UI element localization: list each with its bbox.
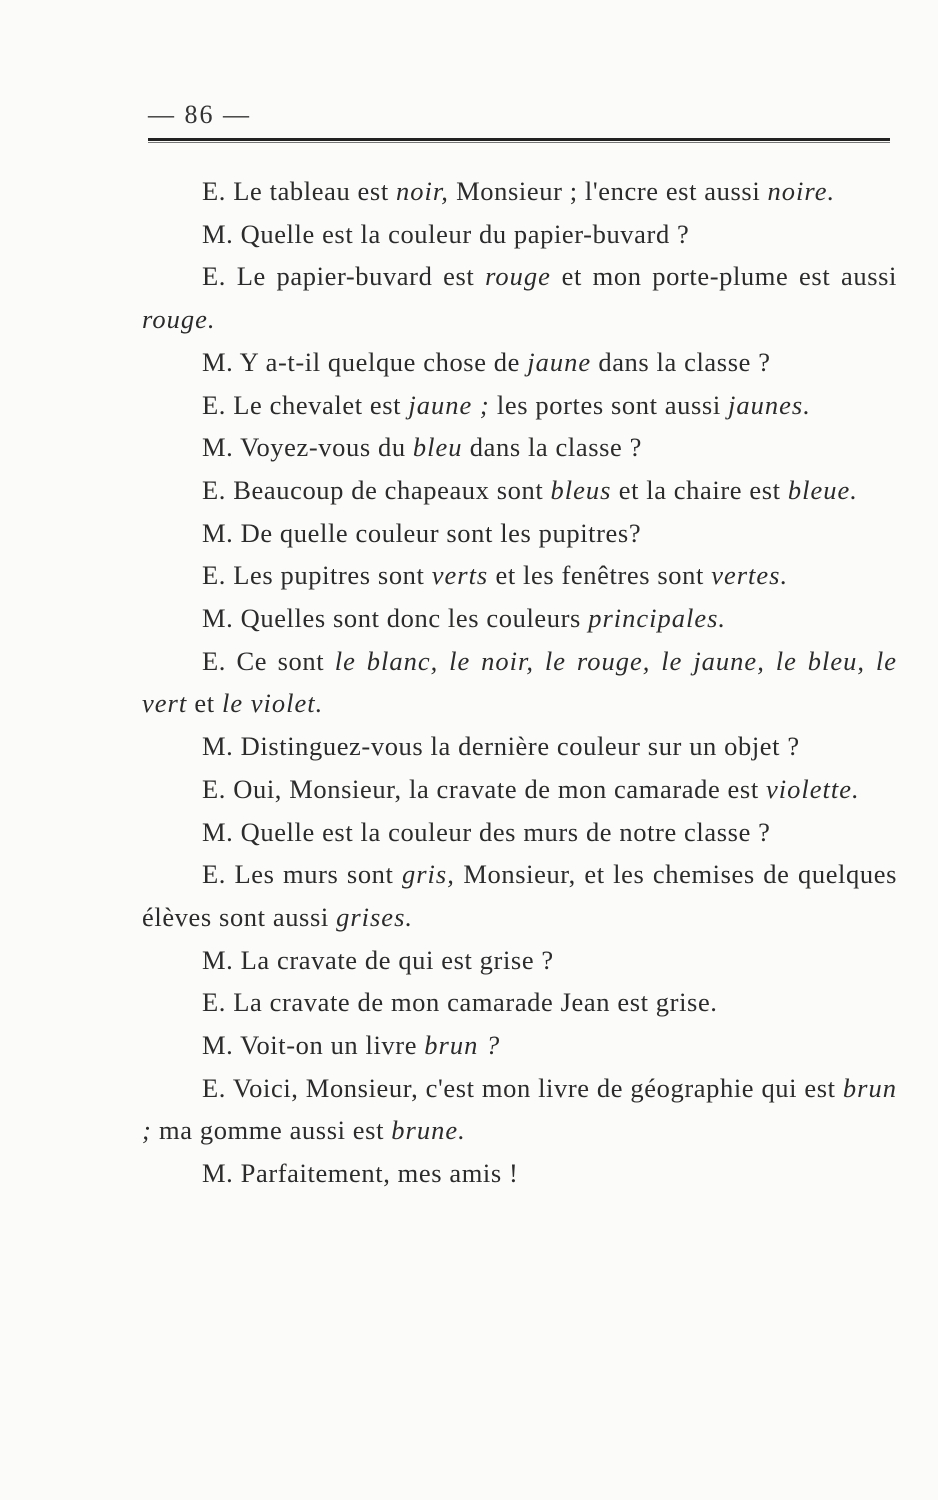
dialogue-line: E. Beaucoup de chapeaux sont bleus et la chaire est bleue. <box>202 474 858 505</box>
dialogue-line: M. Voit-on un livre brun ? <box>202 1030 501 1061</box>
dialogue-line: M. Voyez-vous du bleu dans la classe ? <box>202 432 642 463</box>
dialogue-line: M. Quelle est la couleur du papier-buvard ? <box>202 218 690 249</box>
dialogue-line: E. Les pupitres sont verts et les fenêtres sont vertes. <box>202 560 789 591</box>
italic-color-word: brun ? <box>424 1030 501 1061</box>
italic-color-word: noire. <box>767 176 836 206</box>
italic-color-word: jaune ; <box>408 389 490 420</box>
italic-color-word: bleue. <box>787 474 858 505</box>
dialogue-line: M. Distinguez-vous la dernière couleur sur un objet ? <box>202 731 800 762</box>
dialogue-line: E. Le papier-buvard est rouge et mon porte-plume est aussi rouge. <box>142 261 897 335</box>
dialogue-line: M. De quelle couleur sont les pupitres? <box>202 517 642 548</box>
italic-color-word: le violet. <box>221 688 324 719</box>
italic-color-word: bleus <box>550 474 612 505</box>
italic-color-word: violette. <box>766 773 860 804</box>
italic-color-word: noir, <box>396 176 449 206</box>
header-rule <box>148 138 890 141</box>
italic-color-word: rouge. <box>142 304 216 335</box>
dialogue-line: M. Y a-t-il quelque chose de jaune dans la classe ? <box>202 346 771 377</box>
italic-color-word: rouge <box>485 261 551 292</box>
dialogue-line: M. Quelle est la couleur des murs de notre classe ? <box>202 816 771 847</box>
italic-color-word: principales. <box>588 603 727 634</box>
italic-color-word: bleu <box>412 432 463 463</box>
italic-color-word: jaune <box>527 346 592 377</box>
dialogue-line: M. Parfaitement, mes amis ! <box>202 1158 519 1189</box>
header-rule-thin <box>148 142 890 143</box>
dialogue-line: E. Le chevalet est jaune ; les portes sont aussi jaunes. <box>202 389 811 420</box>
italic-color-word: grises. <box>336 901 414 932</box>
dialogue-line: M. La cravate de qui est grise ? <box>202 944 554 975</box>
dialogue-line: E. Ce sont le blanc, le noir, le rouge, le jaune, le bleu, le vert et le violet. <box>142 645 897 719</box>
italic-color-word: jaunes. <box>728 389 811 420</box>
page-number: — 86 — <box>148 100 251 129</box>
dialogue-line: E. Voici, Monsieur, c'est mon livre de géographie qui est brun ; ma gomme aussi est brune. <box>142 1072 897 1146</box>
italic-color-word: vertes. <box>711 560 789 591</box>
dialogue-line: E. Les murs sont gris, Monsieur, et les chemises de quelques élèves sont aussi grises. <box>142 859 897 932</box>
dialogue-line: E. Le tableau est noir, Monsieur ; l'encre est aussi noire. <box>202 176 836 206</box>
dialogue-line: M. Quelles sont donc les couleurs principales. <box>202 603 727 634</box>
italic-color-word: verts <box>431 560 489 591</box>
italic-color-word: le blanc, le noir, le rouge, le jaune, le bleu, le vert <box>142 645 897 719</box>
dialogue-line: E. La cravate de mon camarade Jean est grise. <box>202 987 718 1018</box>
italic-color-word: brune. <box>391 1115 466 1146</box>
dialogue-text <box>142 170 897 1195</box>
italic-color-word: gris, <box>401 859 455 890</box>
italic-color-word: brun ; <box>142 1072 897 1146</box>
dialogue-line: E. Oui, Monsieur, la cravate de mon camarade est violette. <box>202 773 860 804</box>
